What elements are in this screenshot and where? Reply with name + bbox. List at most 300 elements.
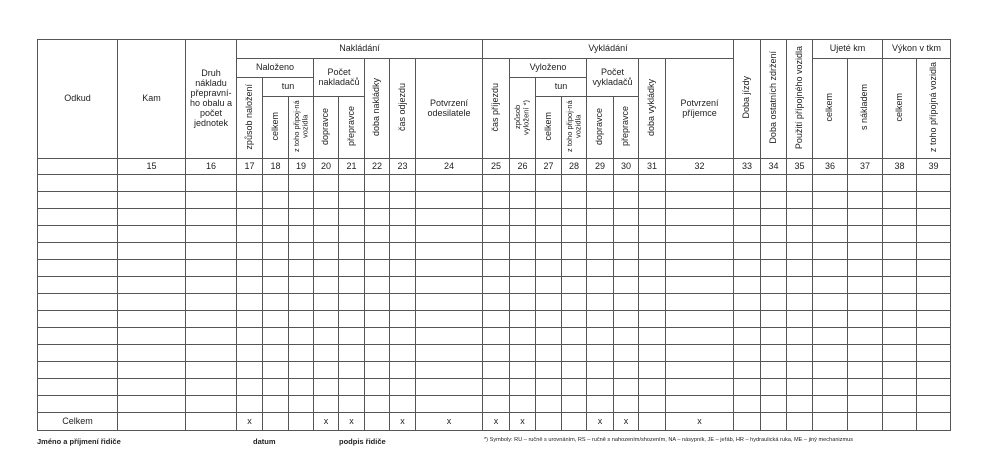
table-cell[interactable]	[416, 209, 483, 226]
table-cell[interactable]	[614, 175, 639, 192]
table-cell[interactable]	[536, 379, 562, 396]
table-cell[interactable]	[416, 226, 483, 243]
table-cell[interactable]	[186, 328, 237, 345]
table-cell[interactable]	[587, 345, 614, 362]
table-cell[interactable]	[263, 345, 289, 362]
table-cell[interactable]	[118, 345, 186, 362]
table-cell[interactable]	[510, 260, 536, 277]
table-cell[interactable]	[761, 243, 787, 260]
table-cell[interactable]	[562, 396, 587, 413]
table-cell[interactable]	[734, 192, 761, 209]
table-cell[interactable]	[587, 311, 614, 328]
table-cell[interactable]	[263, 294, 289, 311]
table-cell[interactable]	[263, 243, 289, 260]
table-cell[interactable]	[813, 362, 848, 379]
table-cell[interactable]	[639, 260, 666, 277]
table-cell[interactable]	[734, 396, 761, 413]
table-cell[interactable]	[237, 175, 263, 192]
table-cell[interactable]	[263, 226, 289, 243]
table-cell[interactable]	[339, 260, 365, 277]
table-cell[interactable]	[289, 260, 314, 277]
table-cell[interactable]	[562, 328, 587, 345]
table-cell[interactable]	[848, 379, 883, 396]
table-cell[interactable]	[787, 243, 813, 260]
table-cell[interactable]	[339, 294, 365, 311]
table-cell[interactable]	[365, 226, 390, 243]
table-cell[interactable]	[314, 396, 339, 413]
table-cell[interactable]	[917, 294, 951, 311]
table-cell[interactable]	[787, 175, 813, 192]
table-cell[interactable]	[614, 192, 639, 209]
table-cell[interactable]	[339, 345, 365, 362]
table-cell[interactable]	[848, 362, 883, 379]
table-cell[interactable]	[510, 209, 536, 226]
table-cell[interactable]	[787, 362, 813, 379]
table-cell[interactable]	[365, 175, 390, 192]
table-cell[interactable]	[263, 379, 289, 396]
table-cell[interactable]	[639, 226, 666, 243]
table-cell[interactable]	[186, 209, 237, 226]
table-cell[interactable]	[639, 209, 666, 226]
table-cell[interactable]	[917, 396, 951, 413]
table-cell[interactable]	[416, 328, 483, 345]
table-cell[interactable]	[365, 362, 390, 379]
table-cell[interactable]	[562, 311, 587, 328]
table-cell[interactable]	[813, 260, 848, 277]
table-cell[interactable]	[848, 192, 883, 209]
table-cell[interactable]	[483, 345, 510, 362]
table-cell[interactable]	[666, 311, 734, 328]
table-cell[interactable]	[483, 192, 510, 209]
table-cell[interactable]	[38, 260, 118, 277]
table-cell[interactable]	[883, 379, 917, 396]
table-cell[interactable]	[118, 328, 186, 345]
table-cell[interactable]	[536, 277, 562, 294]
table-cell[interactable]	[787, 328, 813, 345]
table-cell[interactable]	[483, 277, 510, 294]
table-cell[interactable]	[390, 294, 416, 311]
table-cell[interactable]	[587, 396, 614, 413]
table-cell[interactable]	[237, 396, 263, 413]
table-cell[interactable]	[813, 345, 848, 362]
table-cell[interactable]	[883, 362, 917, 379]
table-cell[interactable]	[587, 175, 614, 192]
table-cell[interactable]	[118, 396, 186, 413]
table-cell[interactable]	[614, 328, 639, 345]
table-cell[interactable]	[186, 192, 237, 209]
table-cell[interactable]	[813, 192, 848, 209]
table-cell[interactable]	[390, 328, 416, 345]
table-cell[interactable]	[390, 209, 416, 226]
table-cell[interactable]	[587, 277, 614, 294]
table-cell[interactable]	[883, 345, 917, 362]
table-cell[interactable]	[510, 328, 536, 345]
table-cell[interactable]	[390, 243, 416, 260]
table-cell[interactable]	[562, 175, 587, 192]
table-cell[interactable]	[38, 345, 118, 362]
table-cell[interactable]	[339, 209, 365, 226]
table-cell[interactable]	[536, 226, 562, 243]
table-cell[interactable]	[416, 345, 483, 362]
table-cell[interactable]	[263, 209, 289, 226]
table-cell[interactable]	[390, 396, 416, 413]
table-cell[interactable]	[761, 396, 787, 413]
table-cell[interactable]	[314, 243, 339, 260]
table-cell[interactable]	[339, 192, 365, 209]
table-cell[interactable]	[666, 277, 734, 294]
table-cell[interactable]	[883, 294, 917, 311]
table-cell[interactable]	[787, 277, 813, 294]
table-cell[interactable]	[38, 192, 118, 209]
table-cell[interactable]	[917, 379, 951, 396]
table-cell[interactable]	[510, 243, 536, 260]
table-cell[interactable]	[186, 362, 237, 379]
table-cell[interactable]	[787, 209, 813, 226]
table-cell[interactable]	[734, 311, 761, 328]
table-cell[interactable]	[639, 345, 666, 362]
table-cell[interactable]	[38, 277, 118, 294]
table-cell[interactable]	[118, 209, 186, 226]
table-cell[interactable]	[365, 396, 390, 413]
table-cell[interactable]	[237, 311, 263, 328]
table-cell[interactable]	[813, 311, 848, 328]
table-cell[interactable]	[734, 294, 761, 311]
table-cell[interactable]	[761, 379, 787, 396]
table-cell[interactable]	[536, 328, 562, 345]
table-cell[interactable]	[339, 362, 365, 379]
table-cell[interactable]	[761, 260, 787, 277]
table-cell[interactable]	[365, 260, 390, 277]
table-cell[interactable]	[416, 175, 483, 192]
table-cell[interactable]	[587, 226, 614, 243]
table-cell[interactable]	[587, 294, 614, 311]
table-cell[interactable]	[237, 328, 263, 345]
table-cell[interactable]	[562, 260, 587, 277]
table-cell[interactable]	[38, 226, 118, 243]
table-cell[interactable]	[787, 345, 813, 362]
table-cell[interactable]	[483, 243, 510, 260]
table-cell[interactable]	[365, 192, 390, 209]
table-cell[interactable]	[510, 362, 536, 379]
table-cell[interactable]	[883, 311, 917, 328]
table-cell[interactable]	[666, 294, 734, 311]
table-cell[interactable]	[510, 396, 536, 413]
table-cell[interactable]	[237, 294, 263, 311]
table-cell[interactable]	[416, 260, 483, 277]
table-cell[interactable]	[38, 175, 118, 192]
table-cell[interactable]	[587, 260, 614, 277]
table-cell[interactable]	[761, 294, 787, 311]
table-cell[interactable]	[536, 396, 562, 413]
table-cell[interactable]	[263, 362, 289, 379]
table-cell[interactable]	[639, 362, 666, 379]
table-cell[interactable]	[587, 379, 614, 396]
table-cell[interactable]	[118, 379, 186, 396]
table-cell[interactable]	[917, 260, 951, 277]
table-cell[interactable]	[813, 294, 848, 311]
table-cell[interactable]	[365, 345, 390, 362]
table-cell[interactable]	[510, 192, 536, 209]
table-cell[interactable]	[390, 175, 416, 192]
table-cell[interactable]	[237, 277, 263, 294]
table-cell[interactable]	[38, 328, 118, 345]
table-cell[interactable]	[314, 226, 339, 243]
table-cell[interactable]	[734, 175, 761, 192]
table-cell[interactable]	[263, 192, 289, 209]
table-cell[interactable]	[365, 294, 390, 311]
table-cell[interactable]	[761, 175, 787, 192]
table-cell[interactable]	[813, 209, 848, 226]
table-cell[interactable]	[314, 311, 339, 328]
table-cell[interactable]	[848, 260, 883, 277]
table-cell[interactable]	[237, 243, 263, 260]
table-cell[interactable]	[416, 294, 483, 311]
table-cell[interactable]	[587, 362, 614, 379]
table-cell[interactable]	[587, 328, 614, 345]
table-cell[interactable]	[38, 294, 118, 311]
table-cell[interactable]	[390, 226, 416, 243]
table-cell[interactable]	[186, 175, 237, 192]
table-cell[interactable]	[339, 396, 365, 413]
table-cell[interactable]	[562, 294, 587, 311]
table-cell[interactable]	[289, 175, 314, 192]
table-cell[interactable]	[416, 396, 483, 413]
table-cell[interactable]	[614, 260, 639, 277]
table-cell[interactable]	[390, 362, 416, 379]
table-cell[interactable]	[734, 379, 761, 396]
table-cell[interactable]	[365, 379, 390, 396]
table-cell[interactable]	[289, 345, 314, 362]
table-cell[interactable]	[562, 192, 587, 209]
table-cell[interactable]	[339, 328, 365, 345]
table-cell[interactable]	[848, 311, 883, 328]
table-cell[interactable]	[917, 311, 951, 328]
table-cell[interactable]	[813, 243, 848, 260]
table-cell[interactable]	[186, 379, 237, 396]
table-cell[interactable]	[510, 226, 536, 243]
table-cell[interactable]	[536, 209, 562, 226]
table-cell[interactable]	[416, 277, 483, 294]
table-cell[interactable]	[848, 226, 883, 243]
table-cell[interactable]	[365, 328, 390, 345]
table-cell[interactable]	[917, 362, 951, 379]
table-cell[interactable]	[614, 345, 639, 362]
table-cell[interactable]	[562, 379, 587, 396]
table-cell[interactable]	[416, 243, 483, 260]
table-cell[interactable]	[339, 243, 365, 260]
table-cell[interactable]	[289, 192, 314, 209]
table-cell[interactable]	[390, 345, 416, 362]
table-cell[interactable]	[536, 311, 562, 328]
table-cell[interactable]	[666, 345, 734, 362]
table-cell[interactable]	[761, 192, 787, 209]
table-cell[interactable]	[536, 192, 562, 209]
table-cell[interactable]	[390, 260, 416, 277]
table-cell[interactable]	[186, 226, 237, 243]
table-cell[interactable]	[848, 175, 883, 192]
table-cell[interactable]	[614, 243, 639, 260]
table-cell[interactable]	[666, 328, 734, 345]
table-cell[interactable]	[639, 328, 666, 345]
table-cell[interactable]	[263, 396, 289, 413]
table-cell[interactable]	[787, 379, 813, 396]
table-cell[interactable]	[761, 345, 787, 362]
table-cell[interactable]	[416, 192, 483, 209]
table-cell[interactable]	[314, 209, 339, 226]
table-cell[interactable]	[614, 362, 639, 379]
table-cell[interactable]	[883, 226, 917, 243]
table-cell[interactable]	[813, 226, 848, 243]
table-cell[interactable]	[813, 379, 848, 396]
table-cell[interactable]	[483, 294, 510, 311]
table-cell[interactable]	[365, 243, 390, 260]
table-cell[interactable]	[848, 277, 883, 294]
table-cell[interactable]	[536, 345, 562, 362]
table-cell[interactable]	[848, 396, 883, 413]
table-cell[interactable]	[639, 294, 666, 311]
table-cell[interactable]	[787, 260, 813, 277]
table-cell[interactable]	[666, 243, 734, 260]
table-cell[interactable]	[289, 243, 314, 260]
table-cell[interactable]	[734, 226, 761, 243]
table-cell[interactable]	[390, 277, 416, 294]
table-cell[interactable]	[813, 277, 848, 294]
table-cell[interactable]	[536, 362, 562, 379]
table-cell[interactable]	[314, 379, 339, 396]
table-cell[interactable]	[118, 226, 186, 243]
table-cell[interactable]	[848, 243, 883, 260]
table-cell[interactable]	[510, 175, 536, 192]
table-cell[interactable]	[761, 209, 787, 226]
table-cell[interactable]	[883, 277, 917, 294]
table-cell[interactable]	[339, 379, 365, 396]
table-cell[interactable]	[917, 277, 951, 294]
table-cell[interactable]	[118, 277, 186, 294]
table-cell[interactable]	[813, 328, 848, 345]
table-cell[interactable]	[734, 345, 761, 362]
table-cell[interactable]	[118, 175, 186, 192]
table-cell[interactable]	[510, 294, 536, 311]
table-cell[interactable]	[118, 311, 186, 328]
table-cell[interactable]	[186, 277, 237, 294]
table-cell[interactable]	[365, 209, 390, 226]
table-cell[interactable]	[883, 209, 917, 226]
table-cell[interactable]	[289, 311, 314, 328]
table-cell[interactable]	[639, 379, 666, 396]
table-cell[interactable]	[883, 175, 917, 192]
table-cell[interactable]	[510, 379, 536, 396]
table-cell[interactable]	[536, 243, 562, 260]
table-cell[interactable]	[263, 175, 289, 192]
table-cell[interactable]	[289, 294, 314, 311]
table-cell[interactable]	[483, 379, 510, 396]
table-cell[interactable]	[118, 192, 186, 209]
table-cell[interactable]	[118, 294, 186, 311]
table-cell[interactable]	[917, 209, 951, 226]
table-cell[interactable]	[263, 311, 289, 328]
table-cell[interactable]	[289, 379, 314, 396]
table-cell[interactable]	[666, 379, 734, 396]
table-cell[interactable]	[917, 345, 951, 362]
table-cell[interactable]	[848, 345, 883, 362]
table-cell[interactable]	[289, 362, 314, 379]
table-cell[interactable]	[787, 396, 813, 413]
table-cell[interactable]	[314, 328, 339, 345]
table-cell[interactable]	[38, 362, 118, 379]
table-cell[interactable]	[263, 277, 289, 294]
table-cell[interactable]	[186, 260, 237, 277]
table-cell[interactable]	[917, 328, 951, 345]
table-cell[interactable]	[848, 328, 883, 345]
table-cell[interactable]	[483, 328, 510, 345]
table-cell[interactable]	[510, 311, 536, 328]
table-cell[interactable]	[562, 209, 587, 226]
table-cell[interactable]	[761, 277, 787, 294]
table-cell[interactable]	[186, 243, 237, 260]
table-cell[interactable]	[639, 175, 666, 192]
table-cell[interactable]	[483, 311, 510, 328]
table-cell[interactable]	[761, 328, 787, 345]
table-cell[interactable]	[614, 277, 639, 294]
table-cell[interactable]	[562, 345, 587, 362]
table-cell[interactable]	[639, 277, 666, 294]
table-cell[interactable]	[237, 260, 263, 277]
table-cell[interactable]	[614, 311, 639, 328]
table-cell[interactable]	[761, 362, 787, 379]
table-cell[interactable]	[536, 294, 562, 311]
table-cell[interactable]	[38, 311, 118, 328]
table-cell[interactable]	[734, 209, 761, 226]
table-cell[interactable]	[536, 260, 562, 277]
table-cell[interactable]	[639, 396, 666, 413]
table-cell[interactable]	[614, 294, 639, 311]
table-cell[interactable]	[289, 209, 314, 226]
table-cell[interactable]	[761, 311, 787, 328]
table-cell[interactable]	[483, 226, 510, 243]
table-cell[interactable]	[483, 396, 510, 413]
table-cell[interactable]	[365, 277, 390, 294]
table-cell[interactable]	[510, 345, 536, 362]
table-cell[interactable]	[38, 243, 118, 260]
table-cell[interactable]	[483, 209, 510, 226]
table-cell[interactable]	[639, 243, 666, 260]
table-cell[interactable]	[639, 192, 666, 209]
table-cell[interactable]	[263, 260, 289, 277]
table-cell[interactable]	[289, 226, 314, 243]
table-cell[interactable]	[917, 243, 951, 260]
table-cell[interactable]	[562, 243, 587, 260]
table-cell[interactable]	[562, 277, 587, 294]
table-cell[interactable]	[314, 294, 339, 311]
table-cell[interactable]	[787, 192, 813, 209]
table-cell[interactable]	[237, 379, 263, 396]
table-cell[interactable]	[587, 243, 614, 260]
table-cell[interactable]	[883, 328, 917, 345]
table-cell[interactable]	[118, 260, 186, 277]
table-cell[interactable]	[536, 175, 562, 192]
table-cell[interactable]	[666, 175, 734, 192]
table-cell[interactable]	[339, 277, 365, 294]
table-cell[interactable]	[314, 175, 339, 192]
table-cell[interactable]	[314, 362, 339, 379]
table-cell[interactable]	[666, 209, 734, 226]
table-cell[interactable]	[761, 226, 787, 243]
table-cell[interactable]	[848, 294, 883, 311]
table-cell[interactable]	[587, 209, 614, 226]
table-cell[interactable]	[416, 311, 483, 328]
table-cell[interactable]	[186, 345, 237, 362]
table-cell[interactable]	[587, 192, 614, 209]
